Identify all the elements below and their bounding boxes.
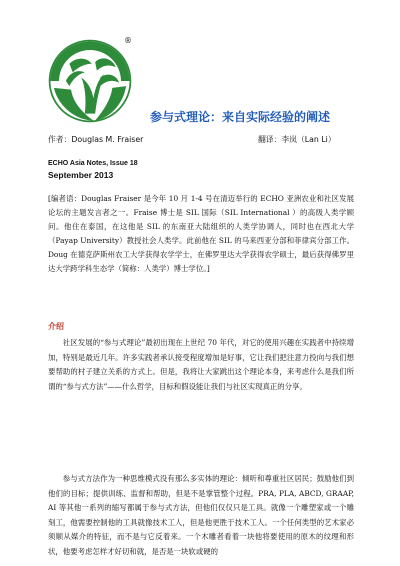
author-line: 作者：Douglas M. Fraiser — [48, 135, 144, 144]
intro-paragraph: 社区发展的“参与式理论”最初出现在上世纪 70 年代，对它的使用兴趣在实践者中持续增加，特别是最近几年。许多实践者承认接受程度增加是好事，它让我们把注意力投向与我们想要帮助的村子建立关系的方式上。但是，我将让大家跳出这个理论本身，来考虑什么是我们所谓的“参与式方法”——什么哲学，目标和假设能让我们与社区实现真正的分享。 — [48, 338, 354, 391]
publication-date: September 2013 — [48, 170, 114, 180]
intro-paragraph: 参与式方法作为一种思维模式没有那么多实体的理论：倾听和尊重社区居民；鼓励他们到他们的目标；提供训练、监督和帮助，但是不是掌管整个过程。PRA, PLA, ABCD, GRAAP, AI 等其他一系列的缩写都属于参与式方法，但他们仅仅只是工具。就像一个雕塑家或一个雕刻工，他需要控制他的工具就像技术工人，但是他更胜于技术工人。一个任何类型的艺术家必须顺从媒介的特征，而不是与它反着来。一个木雕者看着一块他将要使用的原木的纹理和形状，他要考虑怎样才好切和就，是否是一块软或硬的 — [48, 474, 354, 556]
series-label: ECHO Asia Notes, Issue 18 — [48, 160, 138, 167]
registered-trademark-mark: ® — [124, 36, 132, 45]
section-heading-intro: 介绍 — [48, 322, 64, 331]
echo-tree-globe-logo-icon — [47, 38, 133, 124]
translator-line: 翻译：李岚（Lan Li） — [258, 135, 336, 144]
editor-note: [编者语：Douglas Fraiser 是今年 10 月 1-4 号在清迈举行的 ECHO 亚洲农业和社区发展论坛的主题发言者之一。Fraise 博士是 SIL 国际（SIL International ）的高级人类学顾问。他住在泰国，在这他是 SIL 的东南亚大陆组织的人类学协调人，同时也在西北大学（Payap University）教授社会人类学。此前他在 SIL 的马来西亚分部和菲律宾分部工作。Doug 在德克萨斯州农工大学获得农学学士，在佛罗里达大学获得农学硕士，最后获得佛罗里达大学跨学科生态学（简称：人类学）博士学位。] — [48, 194, 354, 273]
document-title: 参与式理论：来自实际经验的阐述 — [150, 110, 331, 124]
